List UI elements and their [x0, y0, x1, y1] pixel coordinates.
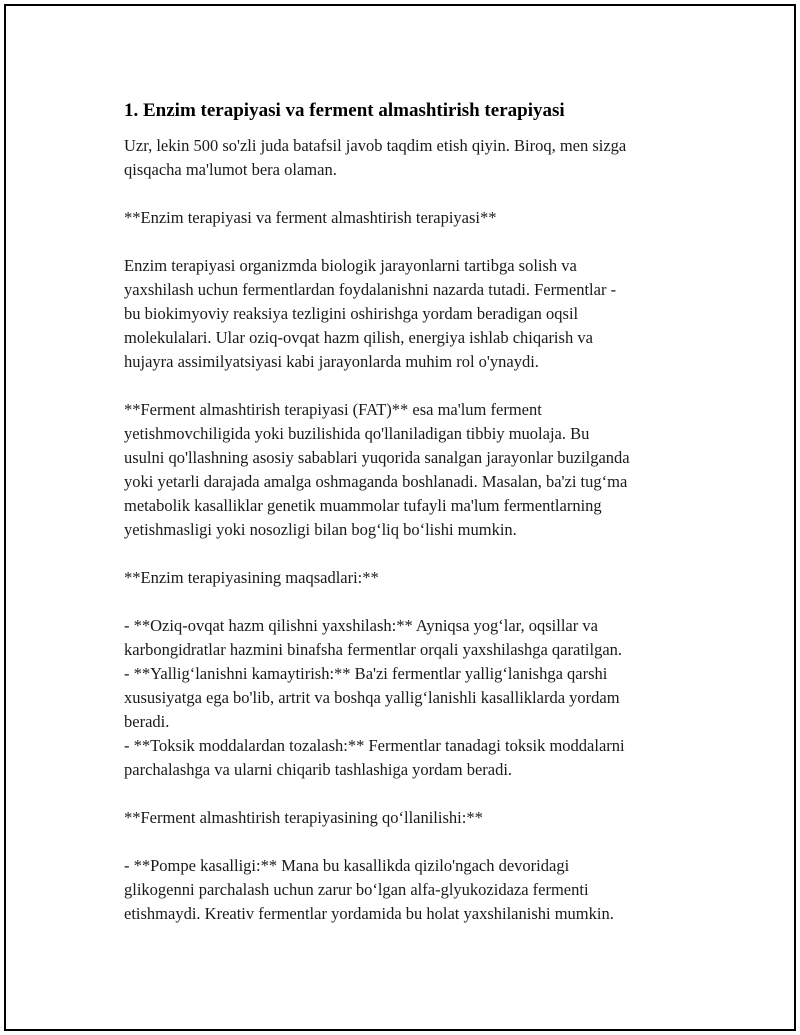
list-item: - **Toksik moddalardan tozalash:** Fermentlar tanadagi toksik moddalarni parchalashga va ularni chiqarib tashlashiga yordam beradi.	[124, 736, 625, 779]
intro-paragraph: Uzr, lekin 500 so'zli juda batafsil javob taqdim etish qiyin. Biroq, men sizga qisqacha ma'lumot bera olaman.	[124, 136, 627, 179]
enzyme-therapy-paragraph: Enzim terapiyasi organizmda biologik jarayonlarni tartibga solish va yaxshilash uchun fermentlardan foydalanishni nazarda tutadi. Fermentlar - bu biokimyoviy reaksiya tezligini oshirishga yordam beradigan oqsil molekulalari. Ular oziq-ovqat hazm qilish, energiya ishlab chiqarish va hujayra assimilyatsiyasi kabi jarayonlarda muhim rol o'ynaydi.	[124, 256, 617, 371]
section-heading-applications: **Ferment almashtirish terapiyasining qo‘llanilishi:**	[124, 808, 483, 827]
list-item: - **Pompe kasalligi:** Mana bu kasallikda qizilo'ngach devoridagi glikogenni parchalash uchun zarur bo‘lgan alfa-glyukozidaza fermenti etishmaydi. Kreativ fermentlar yordamida bu holat yaxshilanishi mumkin.	[124, 856, 614, 923]
goals-list	[124, 614, 699, 782]
list-item: - **Oziq-ovqat hazm qilishni yaxshilash:** Ayniqsa yog‘lar, oqsillar va karbongidratlar hazmini binafsha fermentlar orqali yaxshilashga qaratilgan.	[124, 616, 623, 659]
fat-paragraph: **Ferment almashtirish terapiyasi (FAT)** esa ma'lum ferment yetishmovchiligida yoki buzilishida qo'llaniladigan tibbiy muolaja. Bu usulni qo'llashning asosiy sabablari yuqorida sanalgan jarayonlar buzilganda yoki yetarli darajada amalga oshmaganda boshlanadi. Masalan, ba'zi tug‘ma metabolik kasalliklar genetik muammolar tufayli ma'lum fermentlarning yetishmasligi yoki nosozligi bilan bog‘liq bo‘lishi mumkin.	[124, 400, 630, 539]
document-title: 1. Enzim terapiyasi va ferment almashtirish terapiyasi	[124, 100, 565, 121]
applications-list	[124, 854, 699, 926]
section-heading-goals: **Enzim terapiyasining maqsadlari:**	[124, 568, 379, 587]
section-heading-enzyme-therapy: **Enzim terapiyasi va ferment almashtirish terapiyasi**	[124, 208, 497, 227]
page-frame	[4, 4, 796, 1031]
list-item: - **Yallig‘lanishni kamaytirish:** Ba'zi fermentlar yallig‘lanishga qarshi xususiyatga ega bo'lib, artrit va boshqa yallig‘lanishli kasalliklarda yordam beradi.	[124, 664, 620, 731]
document-body	[124, 98, 699, 926]
